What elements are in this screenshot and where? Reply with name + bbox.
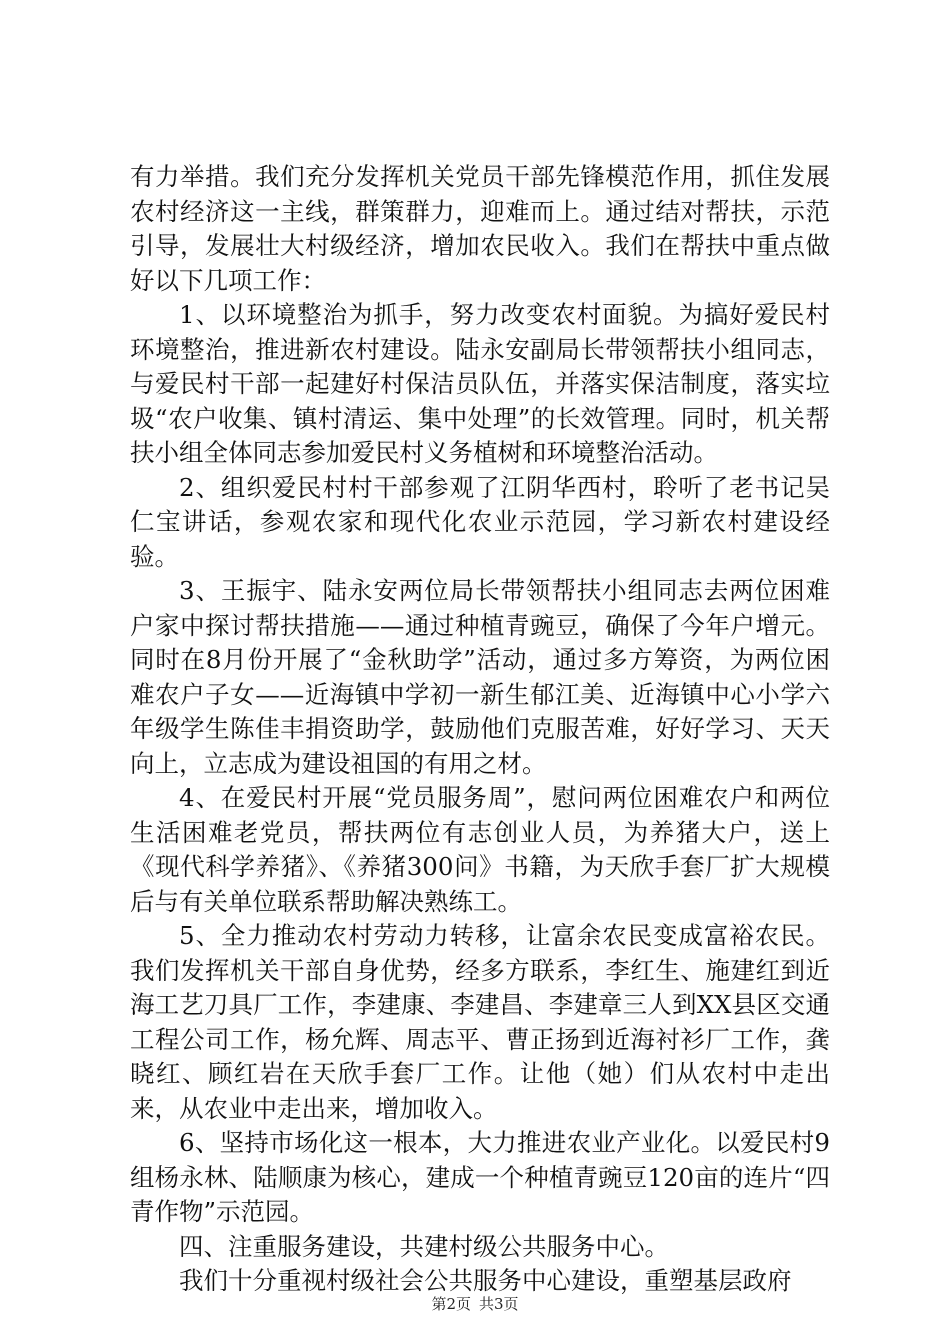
- paragraph-item-3: 3、王振宇、陆永安两位局长带领帮扶小组同志去两位困难户家中探讨帮扶措施——通过种植青豌豆，确保了今年户增元。同时在8月份开展了“金秋助学”活动，通过多方筹资，为两位困难农户子女——近海镇中学初一新生郁江美、近海镇中心小学六年级学生陈佳丰捐资助学，鼓励他们克服苦难，好好学习、天天向上，立志成为建设祖国的有用之材。: [130, 576, 830, 778]
- paragraph-intro: 有力举措。我们充分发挥机关党员干部先锋模范作用，抓住发展农村经济这一主线，群策群力，迎难而上。通过结对帮扶，示范引导，发展壮大村级经济，增加农民收入。我们在帮扶中重点做好以下几项工作：: [130, 162, 830, 295]
- paragraph-item-5: 5、全力推动农村劳动力转移，让富余农民变成富裕农民。我们发挥机关干部自身优势，经多方联系，李红生、施建红到近海工艺刀具厂工作，李建康、李建昌、李建章三人到XX县区交通工程公司工作，杨允辉、周志平、曹正扬到近海衬衫厂工作，龚晓红、顾红岩在天欣手套厂工作。让他（她）们从农村中走出来，从农业中走出来，增加收入。: [130, 921, 830, 1123]
- paragraph-item-1: 1、以环境整治为抓手，努力改变农村面貌。为搞好爱民村环境整治，推进新农村建设。陆永安副局长带领帮扶小组同志，与爱民村干部一起建好村保洁员队伍，并落实保洁制度，落实垃圾“农户收集、镇村清运、集中处理”的长效管理。同时，机关帮扶小组全体同志参加爱民村义务植树和环境整治活动。: [130, 300, 830, 467]
- paragraph-item-2: 2、组织爱民村村干部参观了江阴华西村，聆听了老书记吴仁宝讲话，参观农家和现代化农业示范园，学习新农村建设经验。: [130, 472, 830, 571]
- page-footer: [0, 1294, 950, 1314]
- section-heading-4: 四、注重服务建设，共建村级公共服务中心。: [179, 1231, 669, 1261]
- paragraph-item-6: 6、坚持市场化这一根本，大力推进农业产业化。以爱民村9组杨永林、陆顺康为核心，建成一个种植青豌豆120亩的连片“四青作物”示范园。: [130, 1128, 830, 1226]
- page-number: 第2页: [431, 1295, 471, 1313]
- page-total: 共3页: [479, 1295, 519, 1313]
- paragraph-item-4: 4、在爱民村开展“党员服务周”，慰问两位困难农户和两位生活困难老党员，帮扶两位有志创业人员，为养猪大户，送上《现代科学养猪》、《养猪300问》书籍，为天欣手套厂扩大规模后与有关单位联系帮助解决熟练工。: [130, 783, 830, 916]
- paragraph-section-4: 我们十分重视村级社会公共服务中心建设，重塑基层政府: [179, 1266, 792, 1295]
- document-body: [130, 160, 830, 1299]
